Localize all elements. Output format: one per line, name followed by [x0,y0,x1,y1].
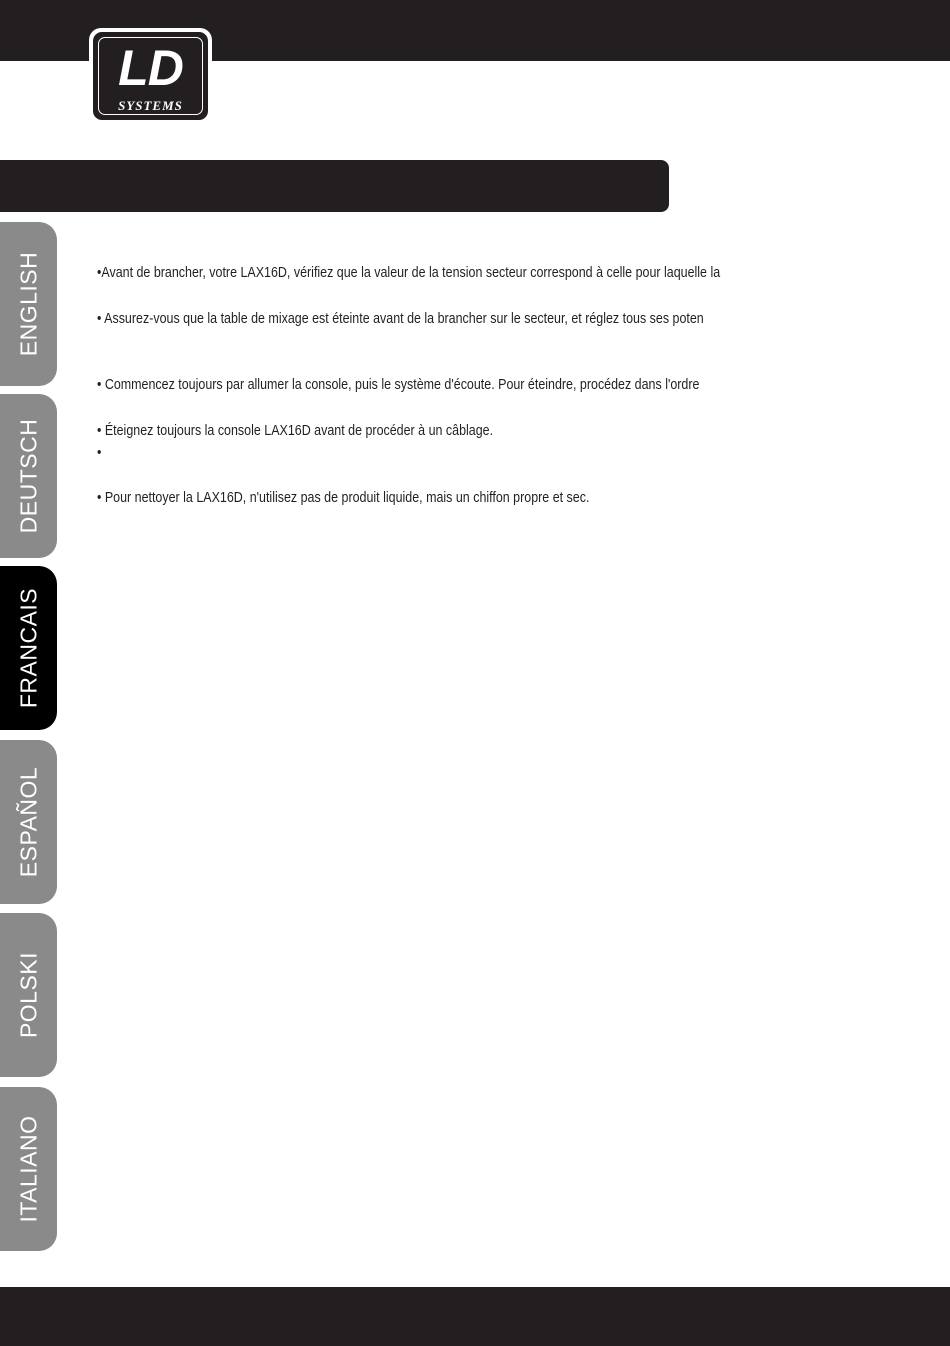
tab-english[interactable] [0,222,57,386]
tab-italiano[interactable] [0,1087,57,1251]
logo-subtext: SYSTEMS [118,98,183,113]
bullet-mixer-off: • Assurez-vous que la table de mixage est éteinte avant de la brancher sur le secteur, et réglez tous ses poten [97,311,704,327]
tab-deutsch[interactable] [0,394,57,558]
tab-deutsch-label: DEUTSCH [15,418,41,534]
tab-italiano-label: ITALIANO [15,1115,41,1223]
tab-english-label: ENGLISH [15,251,41,357]
section-title-bar [0,160,669,212]
bullet-empty: • [97,445,102,461]
tab-polski-label: POLSKI [15,951,41,1039]
logo-letters: LD [118,40,183,96]
bullet-power-order: • Commencez toujours par allumer la console, puis le système d'écoute. Pour éteindre, procédez dans l'ordre [97,377,700,393]
tab-espanol-label: ESPAÑOL [15,766,41,878]
bullet-cabling: • Éteignez toujours la console LAX16D avant de procéder à un câblage. [97,423,494,439]
bullet-mains-voltage: •Avant de brancher, votre LAX16D, vérifiez que la valeur de la tension secteur correspond à celle pour laquelle la [97,265,721,281]
ld-systems-logo [89,28,212,124]
tab-francais[interactable] [0,566,57,730]
bullet-cleaning: • Pour nettoyer la LAX16D, n'utilisez pas de produit liquide, mais un chiffon propre et sec. [97,490,590,506]
tab-espanol[interactable] [0,740,57,904]
tab-polski[interactable] [0,913,57,1077]
footer-bar [0,1287,950,1346]
tab-francais-label: FRANCAIS [15,587,41,709]
